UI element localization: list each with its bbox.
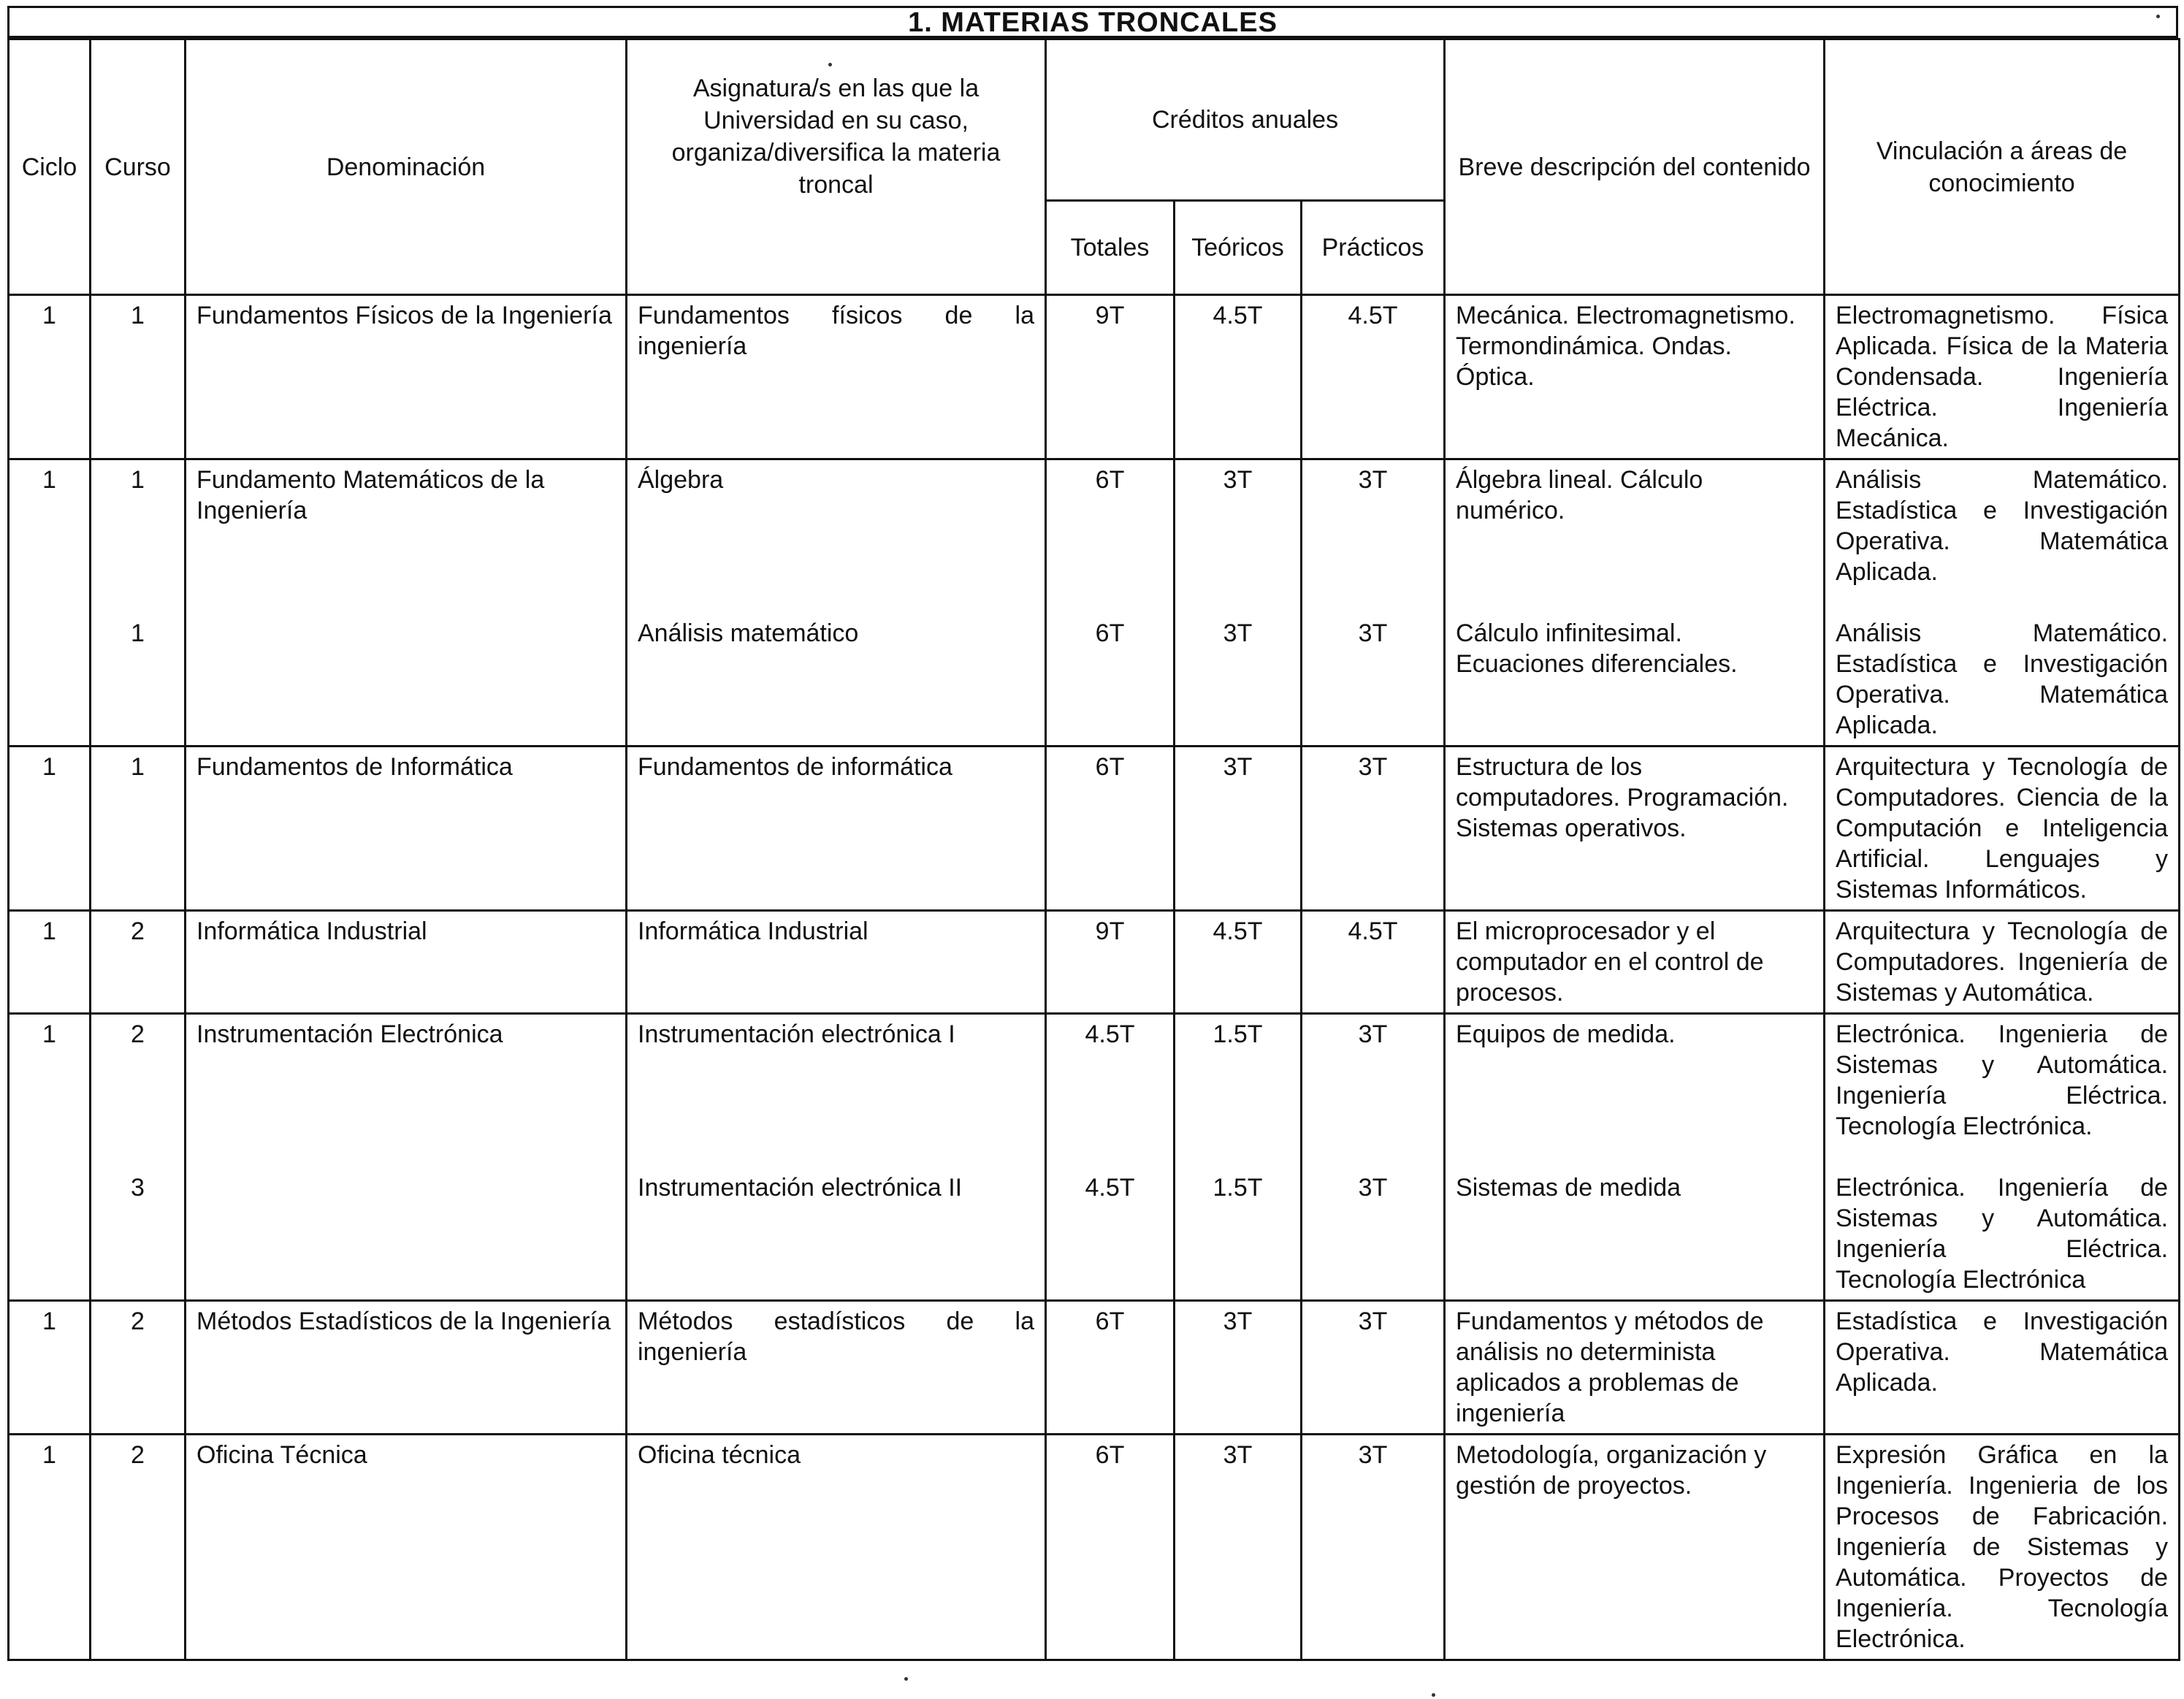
cell-descripcion — [1445, 747, 1825, 911]
totales-entry: 6T — [1095, 753, 1125, 781]
cell-vinculacion — [1825, 747, 2180, 911]
cell-ciclo: 1 — [9, 1014, 91, 1301]
cell-denominacion: Oficina Técnica — [186, 1435, 627, 1660]
totales-entry: 6T — [1095, 619, 1125, 647]
cell-asignatura — [627, 911, 1046, 1014]
table-row — [9, 459, 2180, 747]
table-body — [9, 295, 2180, 1660]
practicos-entry: 3T — [1358, 1174, 1388, 1202]
asignatura-entry: Métodos estadísticos de la ingeniería — [638, 1307, 1034, 1366]
table-row — [9, 1435, 2180, 1660]
header-curso: Curso — [91, 39, 186, 295]
cell-denominacion: Instrumentación Electrónica — [186, 1014, 627, 1301]
header-vinculacion: Vinculación a áreas de conocimiento — [1825, 39, 2180, 295]
header-denominacion: Denominación — [186, 39, 627, 295]
header-ciclo: Ciclo — [9, 39, 91, 295]
cell-practicos — [1302, 295, 1445, 459]
table-row — [9, 1301, 2180, 1435]
cell-teoricos — [1175, 459, 1302, 747]
cell-descripcion — [1445, 459, 1825, 747]
cell-ciclo: 1 — [9, 1435, 91, 1660]
cell-curso — [91, 1301, 186, 1435]
descripcion-entry: Álgebra lineal. Cálculo numérico. — [1456, 466, 1703, 524]
totales-entry: 6T — [1095, 1307, 1125, 1335]
cell-curso — [91, 747, 186, 911]
curso-entry: 2 — [131, 917, 145, 945]
header-teoricos: Teóricos — [1175, 201, 1302, 295]
cell-totales — [1046, 1435, 1175, 1660]
cell-vinculacion — [1825, 1301, 2180, 1435]
curso-entry: 1 — [131, 302, 145, 329]
vinculacion-entry: Arquitectura y Tecnología de Computadores. Ingeniería de Sistemas y Automática. — [1836, 917, 2169, 1007]
cell-teoricos — [1175, 911, 1302, 1014]
cell-teoricos — [1175, 1014, 1302, 1301]
cell-practicos — [1302, 747, 1445, 911]
teoricos-entry: 1.5T — [1213, 1174, 1263, 1202]
asignatura-entry: Instrumentación electrónica II — [638, 1174, 963, 1202]
cell-totales — [1046, 459, 1175, 747]
cell-teoricos — [1175, 295, 1302, 459]
totales-entry: 6T — [1095, 1441, 1125, 1469]
cell-curso — [91, 1014, 186, 1301]
descripcion-entry: Sistemas de medida — [1456, 1174, 1681, 1202]
practicos-entry: 3T — [1358, 1441, 1388, 1469]
curso-entry: 1 — [131, 466, 145, 494]
curso-entry: 1 — [131, 619, 145, 647]
descripcion-entry: Mecánica. Electromagnetismo. Termondinámica. Ondas. Óptica. — [1456, 302, 1795, 391]
teoricos-entry: 3T — [1223, 753, 1253, 781]
totales-entry: 9T — [1095, 917, 1125, 945]
cell-vinculacion — [1825, 911, 2180, 1014]
cell-practicos — [1302, 1014, 1445, 1301]
asignatura-entry: Fundamentos físicos de la ingeniería — [638, 302, 1034, 360]
teoricos-entry: 1.5T — [1213, 1020, 1263, 1048]
cell-descripcion — [1445, 911, 1825, 1014]
teoricos-entry: 3T — [1223, 1307, 1253, 1335]
cell-denominacion: Métodos Estadísticos de la Ingeniería — [186, 1301, 627, 1435]
asignatura-entry: Análisis matemático — [638, 619, 859, 647]
cell-descripcion — [1445, 1014, 1825, 1301]
vinculacion-entry: Análisis Matemático. Estadística e Investigación Operativa. Matemática Aplicada. — [1836, 619, 2169, 739]
descripcion-entry: Fundamentos y métodos de análisis no determinista aplicados a problemas de ingeniería — [1456, 1307, 1764, 1427]
cell-vinculacion — [1825, 1435, 2180, 1660]
curso-entry: 2 — [131, 1307, 145, 1335]
materias-table — [7, 38, 2180, 1661]
cell-descripcion — [1445, 295, 1825, 459]
cell-totales — [1046, 1301, 1175, 1435]
curso-entry: 2 — [131, 1441, 145, 1469]
totales-entry: 6T — [1095, 466, 1125, 494]
vinculacion-entry: Electrónica. Ingeniería de Sistemas y Automática. Ingeniería Eléctrica. Tecnología Electrónica — [1836, 1174, 2169, 1294]
cell-totales — [1046, 911, 1175, 1014]
cell-vinculacion — [1825, 459, 2180, 747]
cell-descripcion — [1445, 1435, 1825, 1660]
cell-totales — [1046, 747, 1175, 911]
curso-entry: 2 — [131, 1020, 145, 1048]
page-title: 1. MATERIAS TRONCALES — [7, 6, 2178, 38]
table-row — [9, 295, 2180, 459]
vinculacion-entry: Estadística e Investigación Operativa. Matemática Aplicada. — [1836, 1307, 2169, 1397]
table-row — [9, 747, 2180, 911]
cell-vinculacion — [1825, 1014, 2180, 1301]
cell-curso — [91, 1435, 186, 1660]
cell-denominacion: Informática Industrial — [186, 911, 627, 1014]
descripcion-entry: Cálculo infinitesimal. Ecuaciones diferenciales. — [1456, 619, 1738, 678]
totales-entry: 4.5T — [1085, 1020, 1135, 1048]
cell-ciclo: 1 — [9, 747, 91, 911]
cell-ciclo: 1 — [9, 459, 91, 747]
cell-denominacion: Fundamentos Físicos de la Ingeniería — [186, 295, 627, 459]
asignatura-entry: Instrumentación electrónica I — [638, 1020, 955, 1048]
teoricos-entry: 3T — [1223, 1441, 1253, 1469]
header-practicos: Prácticos — [1302, 201, 1445, 295]
descripcion-entry: Estructura de los computadores. Programación. Sistemas operativos. — [1456, 753, 1789, 842]
scan-speck — [904, 1677, 908, 1681]
cell-ciclo: 1 — [9, 1301, 91, 1435]
cell-totales — [1046, 295, 1175, 459]
teoricos-entry: 4.5T — [1213, 302, 1263, 329]
cell-teoricos — [1175, 747, 1302, 911]
cell-curso — [91, 911, 186, 1014]
cell-ciclo: 1 — [9, 295, 91, 459]
curso-entry: 3 — [131, 1174, 145, 1202]
practicos-entry: 3T — [1358, 753, 1388, 781]
cell-vinculacion — [1825, 295, 2180, 459]
cell-denominacion: Fundamentos de Informática — [186, 747, 627, 911]
asignatura-entry: Álgebra — [638, 466, 724, 494]
teoricos-entry: 4.5T — [1213, 917, 1263, 945]
vinculacion-entry: Electromagnetismo. Física Aplicada. Física de la Materia Condensada. Ingeniería Eléctrica. Ingeniería Mecánica. — [1836, 302, 2169, 452]
cell-asignatura — [627, 1301, 1046, 1435]
vinculacion-entry: Electrónica. Ingenieria de Sistemas y Automática. Ingeniería Eléctrica. Tecnología Electrónica. — [1836, 1020, 2169, 1140]
practicos-entry: 3T — [1358, 1307, 1388, 1335]
descripcion-entry: El microprocesador y el computador en el control de procesos. — [1456, 917, 1764, 1007]
asignatura-entry: Fundamentos de informática — [638, 753, 952, 781]
cell-denominacion: Fundamento Matemáticos de la Ingeniería — [186, 459, 627, 747]
teoricos-entry: 3T — [1223, 466, 1253, 494]
practicos-entry: 3T — [1358, 466, 1388, 494]
asignatura-entry: Informática Industrial — [638, 917, 868, 945]
table-header — [9, 39, 2180, 295]
cell-teoricos — [1175, 1301, 1302, 1435]
cell-practicos — [1302, 911, 1445, 1014]
cell-asignatura — [627, 1014, 1046, 1301]
descripcion-entry: Equipos de medida. — [1456, 1020, 1676, 1048]
totales-entry: 9T — [1095, 302, 1125, 329]
curso-entry: 1 — [131, 753, 145, 781]
vinculacion-entry: Expresión Gráfica en la Ingeniería. Ingenieria de los Procesos de Fabricación. Ingeniería de Sistemas y Automática. Proyectos de Ingeniería. Tecnología Electrónica. — [1836, 1441, 2169, 1653]
table-row — [9, 911, 2180, 1014]
cell-practicos — [1302, 459, 1445, 747]
cell-asignatura — [627, 1435, 1046, 1660]
totales-entry: 4.5T — [1085, 1174, 1135, 1202]
practicos-entry: 4.5T — [1348, 917, 1398, 945]
cell-asignatura — [627, 459, 1046, 747]
cell-ciclo: 1 — [9, 911, 91, 1014]
cell-practicos — [1302, 1435, 1445, 1660]
asignatura-entry: Oficina técnica — [638, 1441, 801, 1469]
cell-teoricos — [1175, 1435, 1302, 1660]
header-descripcion: Breve descripción del contenido — [1445, 39, 1825, 295]
table-row — [9, 1014, 2180, 1301]
vinculacion-entry: Análisis Matemático. Estadística e Investigación Operativa. Matemática Aplicada. — [1836, 466, 2169, 586]
cell-curso — [91, 295, 186, 459]
practicos-entry: 3T — [1358, 619, 1388, 647]
practicos-entry: 3T — [1358, 1020, 1388, 1048]
header-creditos: Créditos anuales — [1046, 39, 1445, 201]
cell-curso — [91, 459, 186, 747]
vinculacion-entry: Arquitectura y Tecnología de Computadores. Ciencia de la Computación e Inteligencia Artificial. Lenguajes y Sistemas Informáticos. — [1836, 753, 2169, 904]
header-asignatura: Asignatura/s en las que la Universidad en su caso, organiza/diversifica la materia troncal — [627, 39, 1046, 295]
scan-speck — [2156, 15, 2160, 18]
cell-descripcion — [1445, 1301, 1825, 1435]
practicos-entry: 4.5T — [1348, 302, 1398, 329]
descripcion-entry: Metodología, organización y gestión de proyectos. — [1456, 1441, 1767, 1500]
cell-practicos — [1302, 1301, 1445, 1435]
teoricos-entry: 3T — [1223, 619, 1253, 647]
header-totales: Totales — [1046, 201, 1175, 295]
cell-totales — [1046, 1014, 1175, 1301]
cell-asignatura — [627, 747, 1046, 911]
scan-speck — [828, 63, 832, 66]
scan-speck — [1432, 1693, 1435, 1697]
cell-asignatura — [627, 295, 1046, 459]
